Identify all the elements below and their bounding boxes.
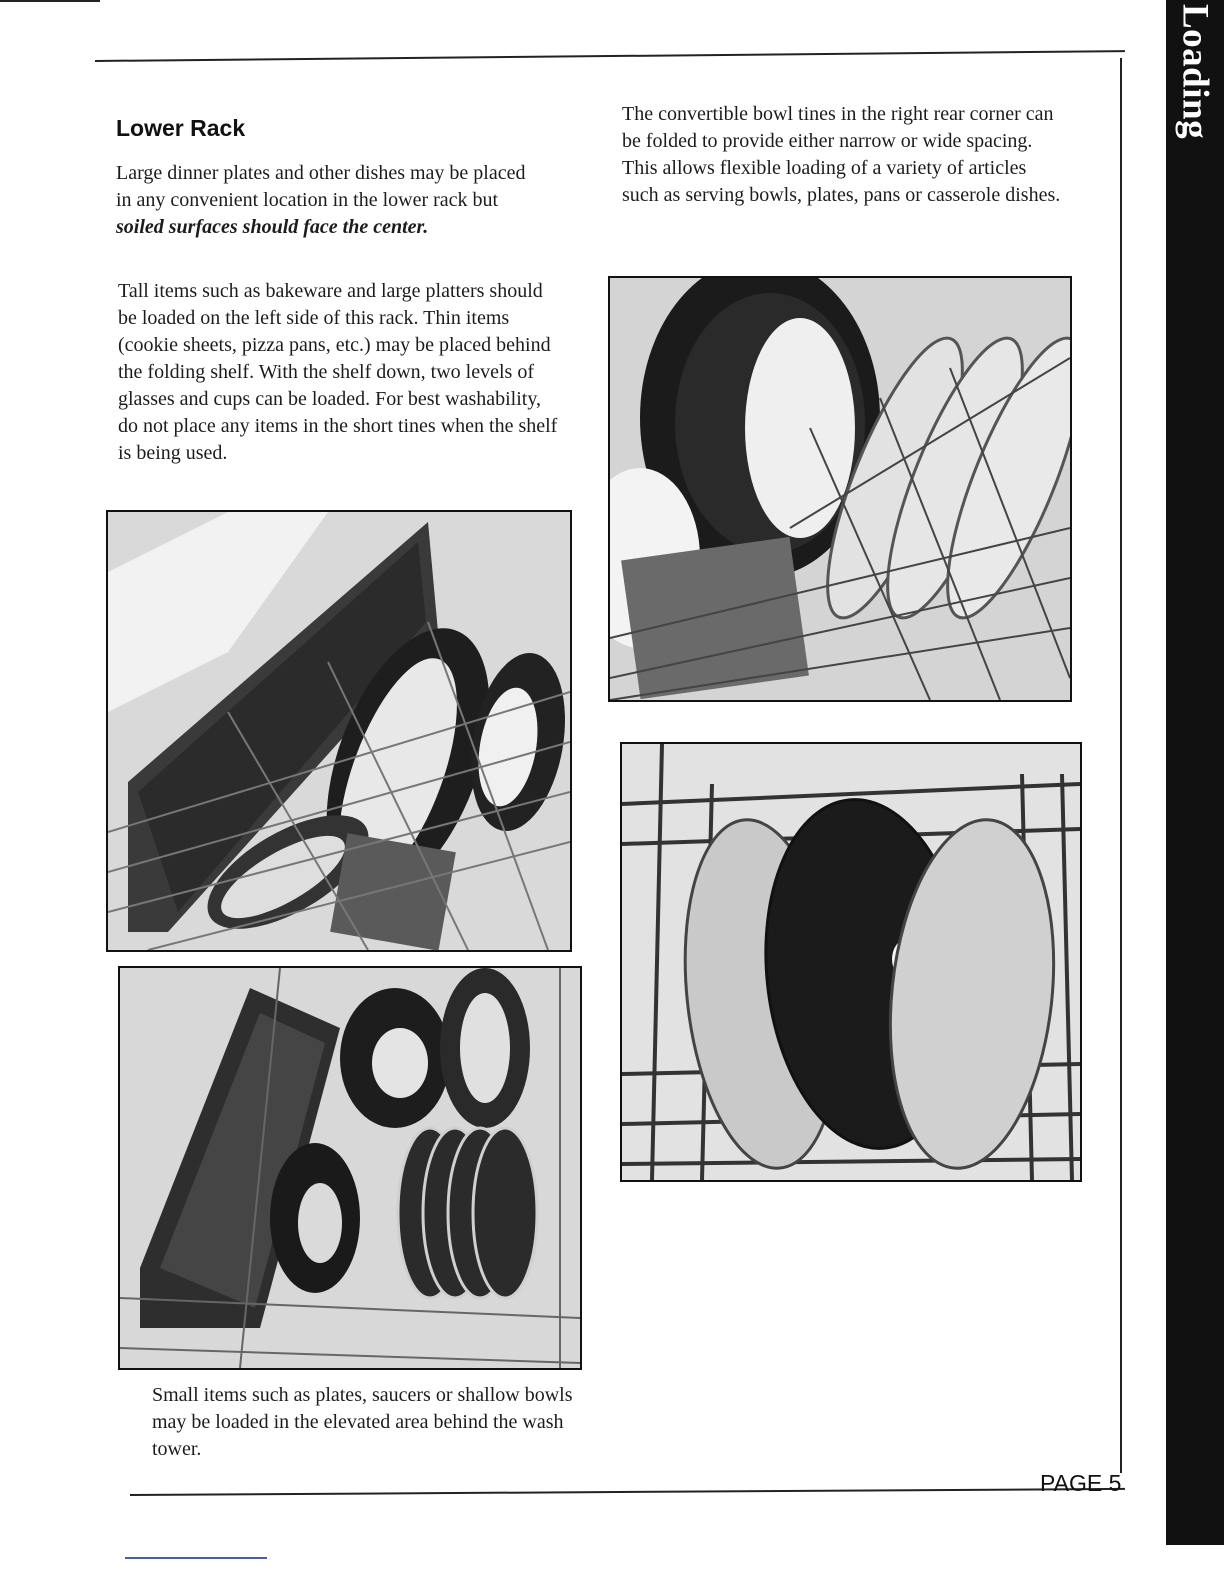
side-tab-label: Loading — [1174, 4, 1216, 140]
photo-bowls — [620, 742, 1082, 1182]
paragraph-small-items-caption: Small items such as plates, saucers or shallow bowls may be loaded in the elevated area behind the wash tower. — [152, 1384, 573, 1460]
photo-bakeware-rack — [106, 510, 572, 952]
paragraph-lower-rack-intro — [116, 160, 536, 241]
bottom-left-rule — [125, 1557, 267, 1559]
bottom-rule — [130, 1488, 1125, 1496]
side-tab — [1166, 0, 1224, 1545]
paragraph-intro-text: Large dinner plates and other dishes may be placed in any convenient location in the lower rack but — [116, 162, 526, 211]
photo-upright-plates — [608, 276, 1072, 702]
corner-rule — [0, 0, 100, 2]
paragraph-bowl-tines: The convertible bowl tines in the right rear corner can be folded to provide either narrow or wide spacing. This allows flexible loading of a variety of articles such as serving bowls, plates, pans or casserole dishes. — [622, 103, 1061, 206]
paragraph-tall-items: Tall items such as bakeware and large platters should be loaded on the left side of this rack. Thin items (cookie sheets, pizza pans, etc.) may be placed behind the folding shelf. With the shelf down, two levels of glasses and cups can be loaded. For best washability, do not place any items in the short tines when the shelf is being used. — [118, 280, 558, 464]
side-tab-label-box — [1166, 0, 1224, 150]
page-number: PAGE 5 — [1040, 1470, 1122, 1496]
right-rule — [1120, 58, 1122, 1473]
photo-elevated-area — [118, 966, 582, 1370]
top-rule — [95, 50, 1125, 62]
paragraph-intro-emphasis: soiled surfaces should face the center. — [116, 216, 429, 238]
section-heading: Lower Rack — [116, 115, 246, 141]
